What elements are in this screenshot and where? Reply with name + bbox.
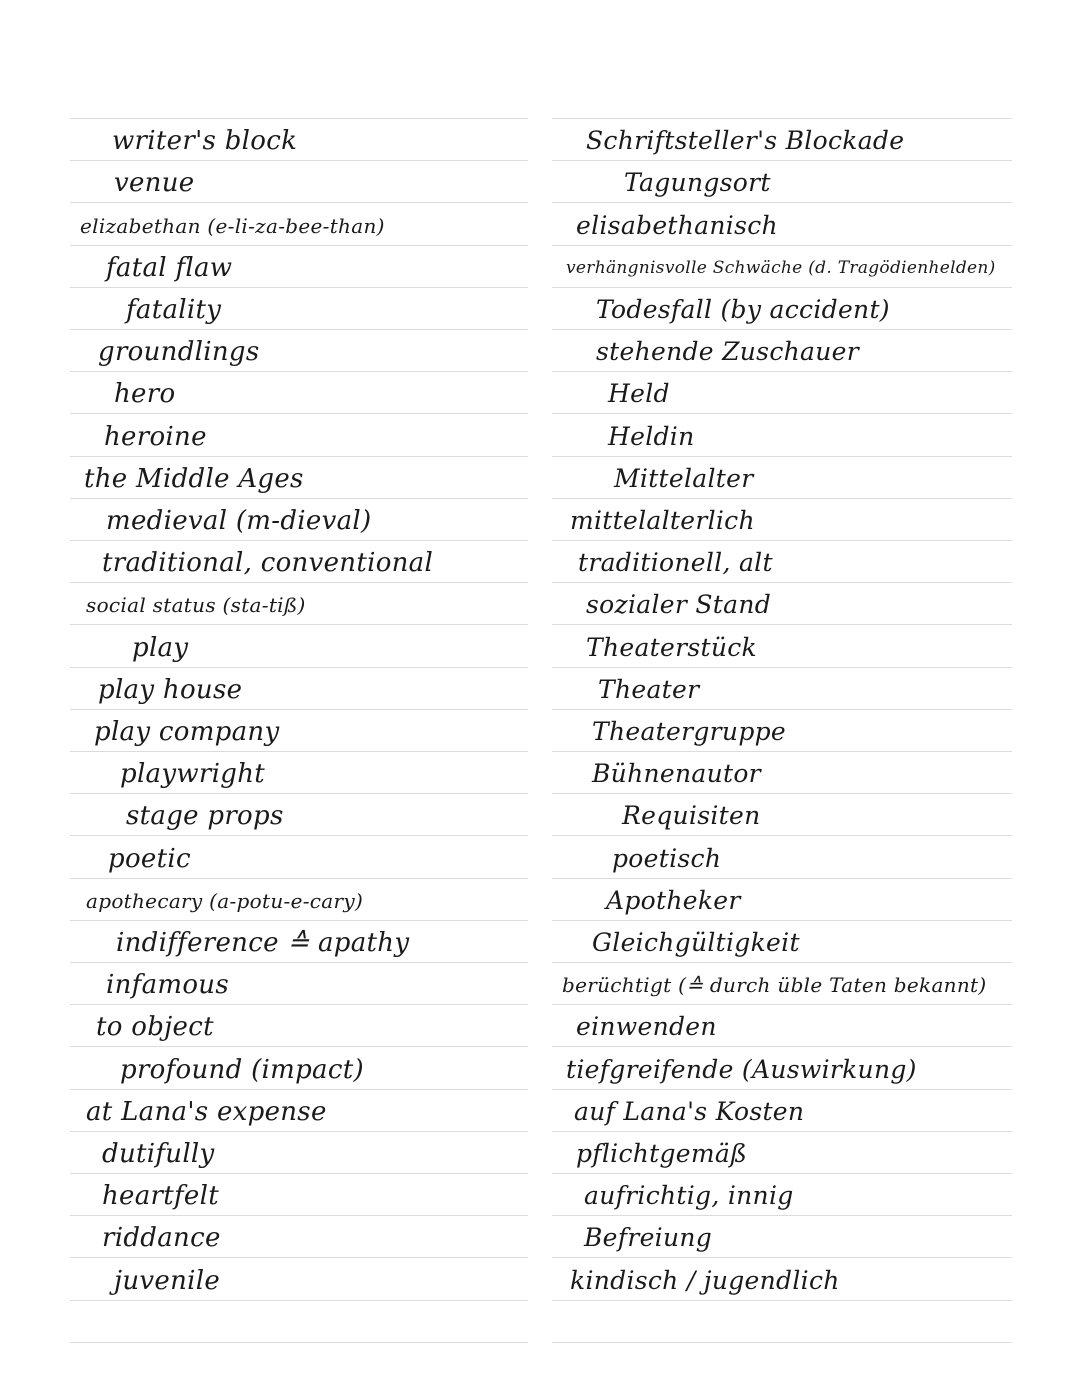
german-translation: Theaterstück — [586, 632, 757, 662]
ruled-line — [70, 456, 528, 457]
ruled-line — [70, 709, 528, 710]
ruled-line — [70, 1046, 528, 1047]
ruled-line — [70, 920, 528, 921]
english-term: fatal flaw — [106, 252, 233, 283]
ruled-line — [70, 878, 528, 879]
ruled-line — [552, 835, 1012, 836]
ruled-line — [552, 540, 1012, 541]
english-term: heroine — [104, 421, 207, 452]
english-column — [70, 0, 528, 1395]
ruled-line — [552, 498, 1012, 499]
german-translation: Mittelalter — [614, 463, 754, 493]
ruled-line — [552, 1131, 1012, 1132]
english-term: elizabethan (e-li-za-bee-than) — [80, 213, 385, 238]
german-translation: Tagungsort — [624, 168, 771, 198]
english-term: medieval (m-dieval) — [106, 506, 372, 536]
ruled-line — [552, 878, 1012, 879]
german-translation: Held — [608, 379, 670, 409]
english-term: play — [132, 632, 189, 663]
english-term: indifference ≙ apathy — [116, 928, 410, 958]
german-column — [552, 0, 1012, 1395]
ruled-line — [552, 1257, 1012, 1258]
english-term: juvenile — [114, 1265, 221, 1296]
german-translation: pflichtgemäß — [576, 1139, 748, 1168]
german-translation: sozialer Stand — [586, 590, 772, 620]
english-term: stage props — [126, 801, 284, 832]
english-term: the Middle Ages — [84, 463, 304, 494]
ruled-line — [552, 1004, 1012, 1005]
ruled-line — [70, 751, 528, 752]
english-term: at Lana's expense — [86, 1096, 327, 1127]
ruled-line — [70, 1089, 528, 1090]
ruled-line — [552, 413, 1012, 414]
ruled-line — [70, 962, 528, 963]
ruled-line — [70, 793, 528, 794]
english-term: hero — [114, 379, 176, 410]
ruled-line — [70, 1342, 528, 1343]
english-term: profound (impact) — [120, 1054, 364, 1085]
german-translation: traditionell, alt — [578, 548, 773, 578]
ruled-line — [552, 962, 1012, 963]
ruled-line — [552, 793, 1012, 794]
ruled-line — [70, 118, 528, 119]
german-translation: Befreiung — [584, 1223, 713, 1253]
german-translation: elisabethanisch — [576, 210, 778, 240]
german-translation: Bühnenautor — [592, 759, 761, 789]
german-translation: aufrichtig, innig — [584, 1181, 794, 1211]
ruled-line — [70, 1257, 528, 1258]
ruled-line — [552, 582, 1012, 583]
german-translation: Theater — [598, 674, 700, 704]
ruled-line — [552, 667, 1012, 668]
german-translation: poetisch — [612, 843, 722, 873]
ruled-line — [70, 667, 528, 668]
ruled-line — [552, 1046, 1012, 1047]
ruled-line — [552, 287, 1012, 288]
german-translation: kindisch / jugendlich — [570, 1265, 840, 1295]
english-term: groundlings — [98, 337, 260, 368]
english-term: writer's block — [112, 126, 298, 157]
german-translation: stehende Zuschauer — [596, 337, 859, 367]
ruled-line — [552, 329, 1012, 330]
ruled-line — [70, 287, 528, 288]
ruled-line — [552, 1173, 1012, 1174]
english-term: apothecary (a-potu-e-cary) — [86, 888, 364, 913]
ruled-line — [70, 371, 528, 372]
english-term: social status (sta-tiß) — [86, 593, 306, 618]
german-translation: tiefgreifende (Auswirkung) — [566, 1054, 917, 1084]
german-translation: Apotheker — [606, 885, 741, 915]
ruled-line — [70, 413, 528, 414]
german-translation: berüchtigt (≙ durch üble Taten bekannt) — [562, 973, 987, 998]
english-term: fatality — [126, 295, 222, 325]
ruled-line — [70, 624, 528, 625]
english-term: infamous — [106, 970, 229, 1001]
ruled-line — [552, 920, 1012, 921]
ruled-line — [552, 709, 1012, 710]
ruled-line — [552, 1342, 1012, 1343]
english-term: to object — [96, 1012, 214, 1043]
ruled-line — [552, 1215, 1012, 1216]
ruled-line — [70, 1004, 528, 1005]
english-term: play company — [94, 717, 280, 747]
ruled-line — [552, 1300, 1012, 1301]
english-term: riddance — [102, 1223, 221, 1254]
ruled-line — [70, 540, 528, 541]
ruled-line — [70, 202, 528, 203]
english-term: heartfelt — [102, 1181, 219, 1212]
german-translation: Todesfall (by accident) — [596, 295, 890, 324]
english-term: venue — [114, 168, 195, 199]
ruled-line — [70, 1215, 528, 1216]
english-term: traditional, conventional — [102, 548, 434, 579]
german-translation: Requisiten — [622, 801, 761, 831]
ruled-line — [552, 624, 1012, 625]
ruled-line — [70, 582, 528, 583]
german-translation: mittelalterlich — [570, 506, 755, 535]
ruled-line — [552, 245, 1012, 246]
ruled-line — [70, 245, 528, 246]
german-translation: einwenden — [576, 1012, 717, 1042]
ruled-line — [552, 751, 1012, 752]
ruled-line — [70, 835, 528, 836]
german-translation: Gleichgültigkeit — [592, 928, 800, 957]
ruled-line — [70, 1300, 528, 1301]
german-translation: Heldin — [608, 421, 695, 451]
german-translation: Schriftsteller's Blockade — [586, 126, 905, 156]
english-term: playwright — [120, 759, 265, 790]
german-translation: Theatergruppe — [592, 717, 787, 746]
ruled-line — [552, 371, 1012, 372]
ruled-line — [70, 498, 528, 499]
ruled-line — [552, 456, 1012, 457]
german-translation: verhängnisvolle Schwäche (d. Tragödienhelden) — [566, 257, 996, 278]
ruled-line — [70, 160, 528, 161]
ruled-line — [70, 329, 528, 330]
ruled-line — [552, 1089, 1012, 1090]
ruled-line — [70, 1173, 528, 1174]
ruled-line — [552, 118, 1012, 119]
german-translation: auf Lana's Kosten — [574, 1096, 805, 1126]
english-term: play house — [98, 674, 243, 705]
english-term: dutifully — [102, 1139, 215, 1169]
ruled-line — [552, 202, 1012, 203]
ruled-line — [70, 1131, 528, 1132]
ruled-line — [552, 160, 1012, 161]
english-term: poetic — [108, 843, 191, 874]
